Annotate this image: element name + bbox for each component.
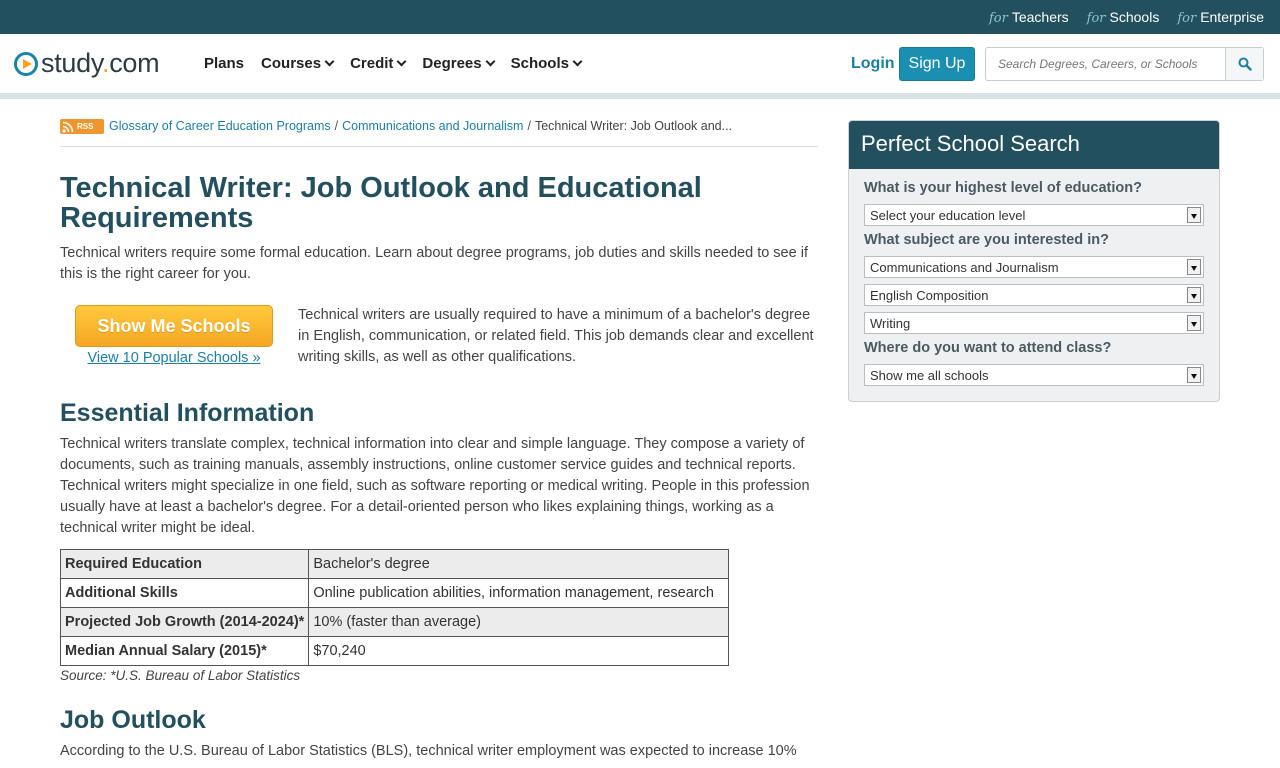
logo-text [41, 48, 159, 79]
logo-main: study [41, 48, 103, 78]
select-value: Communications and Journalism [870, 260, 1059, 275]
breadcrumb-separator: / [527, 119, 531, 133]
schools-label: Schools [1109, 8, 1160, 25]
search-input[interactable] [986, 48, 1225, 80]
intro-text: Technical writers require some formal education. Learn about degree programs, job duties and skills needed to see if this is the right career for you. [60, 245, 808, 282]
cta-description: Technical writers are usually required to have a minimum of a bachelor's degree in English, communication, or related field. This job demands clear and excellent writing skills, as well as other qualifications. [298, 307, 814, 365]
fact-value: 10% (faster than average) [309, 608, 729, 637]
education-level-select[interactable] [864, 204, 1204, 226]
subcategory-select[interactable] [864, 284, 1204, 306]
nav-schools-label: Schools [510, 55, 569, 72]
subject-question: What subject are you interested in? [864, 232, 1109, 248]
fact-key: Additional Skills [61, 579, 309, 608]
table-row [61, 637, 729, 666]
for-label: for [988, 10, 1008, 26]
rss-label: RSS [77, 122, 94, 131]
breadcrumb-communications-link[interactable]: Communications and Journalism [342, 119, 524, 133]
table-row [61, 608, 729, 637]
career-facts-table [60, 549, 729, 666]
chevron-down-icon [325, 57, 335, 67]
education-level-question: What is your highest level of education? [864, 180, 1142, 196]
dropdown-arrow-icon [1187, 207, 1201, 223]
dropdown-arrow-icon [1187, 315, 1201, 331]
dropdown-arrow-icon [1187, 259, 1201, 275]
select-value: Show me all schools [870, 368, 989, 383]
source-note: Source: *U.S. Bureau of Labor Statistics [60, 668, 301, 683]
view-popular-schools-link[interactable]: View 10 Popular Schools » [87, 350, 261, 366]
for-label: for [1086, 10, 1106, 26]
rss-button[interactable] [60, 119, 104, 134]
fact-key: Projected Job Growth (2014-2024)* [61, 608, 309, 637]
fact-key: Required Education [61, 550, 309, 579]
login-link[interactable]: Login [851, 55, 895, 72]
search-button[interactable] [1225, 48, 1263, 80]
site-header [0, 34, 1280, 94]
nav-credit-label: Credit [350, 55, 394, 72]
select-value: Writing [870, 316, 911, 331]
for-enterprise-link[interactable] [1177, 9, 1264, 26]
breadcrumb [60, 119, 818, 147]
logo-dot: . [102, 48, 110, 78]
attend-class-question: Where do you want to attend class? [864, 340, 1112, 356]
show-me-schools-button[interactable]: Show Me Schools [75, 305, 273, 347]
nav-degrees[interactable] [422, 55, 493, 72]
page-title: Technical Writer: Job Outlook and Educational Requirements [60, 172, 702, 234]
chevron-down-icon [485, 57, 495, 67]
select-value: English Composition [870, 288, 989, 303]
fact-value: Online publication abilities, information management, research [309, 579, 729, 608]
for-schools-link[interactable] [1087, 9, 1160, 26]
chevron-down-icon [397, 57, 407, 67]
for-label: for [1177, 10, 1197, 26]
specialization-select[interactable] [864, 312, 1204, 334]
study-logo[interactable] [14, 48, 159, 79]
breadcrumb-separator: / [334, 119, 339, 133]
fact-value: $70,240 [309, 637, 729, 666]
for-teachers-link[interactable] [989, 9, 1069, 26]
chevron-down-icon [573, 57, 583, 67]
nav-plans-label: Plans [204, 55, 245, 72]
logo-tail: com [109, 48, 160, 78]
fact-value: Bachelor's degree [309, 550, 729, 579]
sign-up-button[interactable]: Sign Up [899, 47, 975, 81]
essential-information-heading: Essential Information [60, 399, 315, 427]
top-utility-bar [0, 0, 1280, 34]
nav-degrees-label: Degrees [422, 55, 482, 72]
nav-courses[interactable] [261, 55, 333, 72]
enterprise-label: Enterprise [1200, 8, 1264, 25]
dropdown-arrow-icon [1187, 367, 1201, 383]
perfect-school-search-widget [848, 120, 1220, 402]
search-icon [1238, 57, 1252, 71]
breadcrumb-current: Technical Writer: Job Outlook and... [534, 119, 733, 133]
job-outlook-heading: Job Outlook [60, 706, 206, 734]
rss-icon [62, 121, 74, 133]
breadcrumb-glossary-link[interactable]: Glossary of Career Education Programs [109, 119, 331, 133]
subject-select[interactable] [864, 256, 1204, 278]
nav-courses-label: Courses [261, 55, 322, 72]
table-row [61, 550, 729, 579]
nav-plans[interactable] [204, 55, 244, 72]
search-bar [985, 47, 1264, 81]
job-outlook-text: According to the U.S. Bureau of Labor Statistics (BLS), technical writer employment was expected to increase 10% [60, 743, 797, 759]
essential-information-text: Technical writers translate complex, technical information into clear and simple language. They compose a variety of documents, such as training manuals, assembly instructions, online customer service guides and technical reports. Technical writers might specialize in one field, such as software reporting or medical writing. People in this profession usually have at least a bachelor's degree. For a detail-oriented person who likes explaining things, working as a technical writer might be ideal. [60, 436, 810, 536]
attend-class-select[interactable] [864, 364, 1204, 386]
teachers-label: Teachers [1011, 8, 1069, 25]
dropdown-arrow-icon [1187, 287, 1201, 303]
header-divider [0, 93, 1280, 99]
nav-credit[interactable] [350, 55, 405, 72]
fact-key: Median Annual Salary (2015)* [61, 637, 309, 666]
select-value: Select your education level [870, 208, 1026, 223]
table-row [61, 579, 729, 608]
nav-schools[interactable] [511, 55, 581, 72]
widget-title: Perfect School Search [849, 121, 1219, 169]
play-logo-icon [14, 52, 38, 76]
main-nav [204, 55, 581, 72]
